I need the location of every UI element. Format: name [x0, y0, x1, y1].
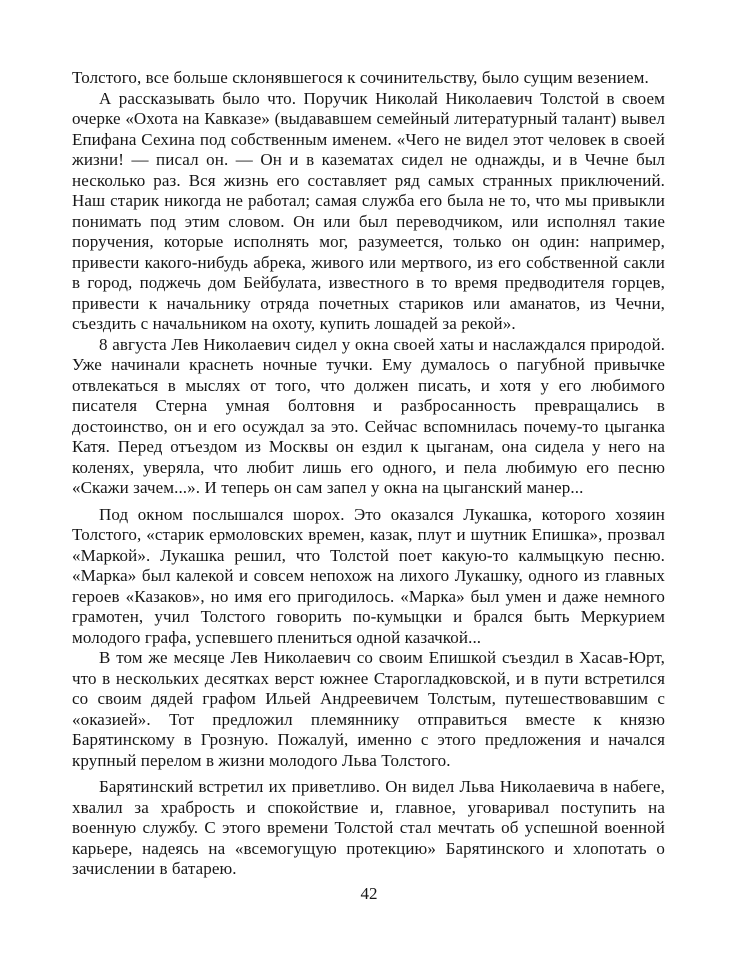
paragraph-tolstoy-essay-quote: А рассказывать было что. Поручик Николай Николаевич Толстой в своем очерке «Охота на Кавказе» (выдававшем семейный литературный талант) вывел Епифана Сехина под собственным именем. «Чего не видел этот человек в своей жизни! — писал он. — Он и в казематах сидел не однажды, и в Чечне был несколько раз. Вся жизнь его составляет ряд самых странных приключений. Наш старик никогда не работал; самая служба его была не то, что мы привыкли понимать под этим словом. Он или был переводчиком, или исполнял такие поручения, которые исполнять мог, разумеется, только он один: например, привести какого-нибудь абрека, живого или мертвого, из его собственной сакли в город, поджечь дом Бейбулата, известного в то время предводителя горцев, привести к начальнику отряда почетных стариков или аманатов, из Чечни, съездить с начальником на охоту, купить лошадей за рекой». [72, 88, 665, 333]
paragraph-august-8: 8 августа Лев Николаевич сидел у окна своей хаты и наслаждался природой. Уже начинали краснеть ночные тучки. Ему думалось о пагубной привычке отвлекаться в мыслях от того, что должен писать, и хотя у его любимого писателя Стерна умная болтовня и разбросанность превращались в достоинство, он и его осуждал за это. Сейчас вспомнилась почему-то цыганка Катя. Перед отъездом из Москвы он ездил к цыганам, она сидела у него на коленях, уверяла, что любит лишь его одного, и пела любимую его песню «Скажи зачем...». И теперь он сам запел у окна на цыганский манер... [72, 334, 665, 497]
page-number: 42 [360, 884, 378, 903]
paragraph-lukashka: Под окном послышался шорох. Это оказался Лукашка, которого хозяин Толстого, «старик ермоловских времен, казак, плут и шутник Епишка», прозвал «Маркой». Лукашка решил, что Толстой поет какую-то калмыцкую песню. «Марка» был калекой и совсем непохож на лихого Лукашку, одного из главных героев «Казаков», но имя его пригодилось. «Марка» был умен и даже немного грамотен, учил Толстого говорить по-кумыцки и брался быть Меркурием молодого графа, успевшего плениться одной казачкой... [72, 504, 665, 647]
page-text-column [72, 68, 665, 880]
paragraph-continuation: Толстого, все больше склонявшегося к сочинительству, было сущим везением. [72, 68, 649, 87]
paragraph-baryatinsky: Барятинский встретил их приветливо. Он видел Льва Николаевича в набеге, хвалил за храбрость и спокойствие и, главное, уговаривал поступить на военную службу. С этого времени Толстой стал мечтать об успешной военной карьере, надеясь на «всемогущую протекцию» Барятинского и хлопотать о зачислении в батарею. [72, 777, 665, 878]
paragraph-khasav-yurt: В том же месяце Лев Николаевич со своим Епишкой съездил в Хасав-Юрт, что в нескольких десятках верст южнее Старогладковской, и в пути встретился со своим дядей графом Ильей Андреевичем Толстым, путешествовавшим с «оказией». Тот предложил племяннику отправиться вместе к князю Барятинскому в Грозную. Пожалуй, именно с этого предложения и начался крупный перелом в жизни молодого Льва Толстого. [72, 648, 665, 770]
